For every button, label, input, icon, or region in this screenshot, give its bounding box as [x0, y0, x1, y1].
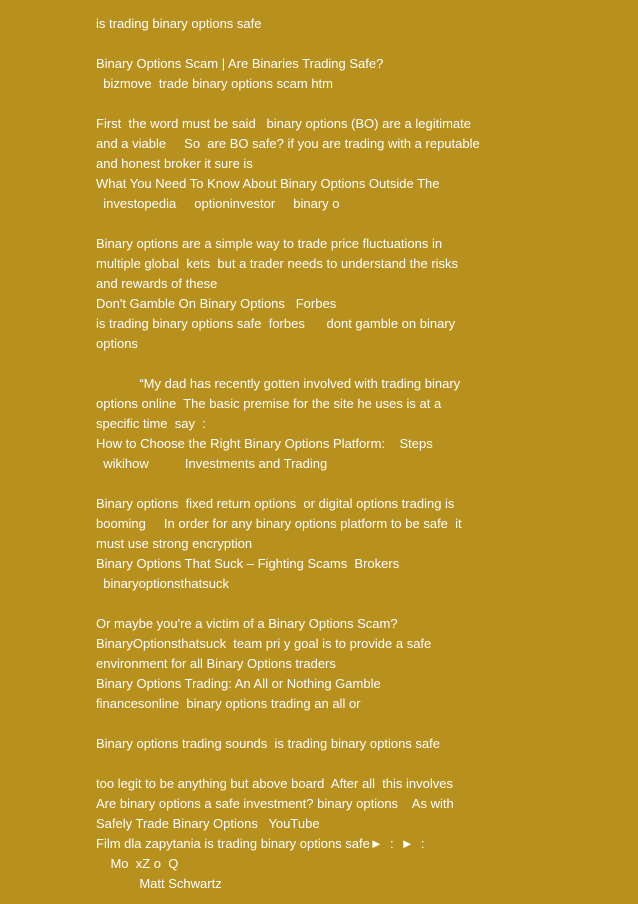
- body-text-line: and honest broker it sure is: [96, 156, 253, 171]
- blank-line: [96, 594, 536, 614]
- article-heading: How to Choose the Right Binary Options Platform: Steps: [96, 436, 433, 451]
- body-text-line: Mo xZ o Q: [96, 856, 179, 871]
- article-source: is trading binary options safe forbes dont gamble on binary: [96, 316, 456, 331]
- blank-line: [96, 94, 536, 114]
- article-source: wikihow Investments and Trading: [96, 456, 328, 471]
- article-source: bizmove trade binary options scam htm: [96, 76, 333, 91]
- body-text-line: Binary options fixed return options or digital options trading is: [96, 496, 455, 511]
- body-text-line: booming In order for any binary options platform to be safe it: [96, 516, 462, 531]
- author-name: Matt Schwartz: [96, 876, 222, 891]
- body-text-line: Or maybe you're a victim of a Binary Options Scam?: [96, 616, 398, 631]
- body-text-line: must use strong encryption: [96, 536, 253, 551]
- body-text-line: and a viable So are BO safe? if you are trading with a reputable: [96, 136, 480, 151]
- article-source: options: [96, 336, 138, 351]
- body-text-line: and rewards of these: [96, 276, 218, 291]
- body-text-line: specific time say :: [96, 416, 206, 431]
- article-heading: What You Need To Know About Binary Options Outside The: [96, 176, 440, 191]
- article-heading: Don't Gamble On Binary Options Forbes: [96, 296, 337, 311]
- blank-line: [96, 754, 536, 774]
- article-heading: Binary Options Trading: An All or Nothing Gamble: [96, 676, 381, 691]
- blank-line: [96, 34, 536, 54]
- document-title-line: is trading binary options safe: [96, 16, 262, 31]
- body-text-line: BinaryOptionsthatsuck team pri y goal is to provide a safe: [96, 636, 432, 651]
- body-text-line: Binary options trading sounds is trading binary options safe: [96, 736, 440, 751]
- article-source: binaryoptionsthatsuck: [96, 576, 229, 591]
- body-text-line: multiple global kets but a trader needs to understand the risks: [96, 256, 459, 271]
- blank-line: [96, 354, 536, 374]
- document-body: [96, 14, 536, 894]
- body-text-line: environment for all Binary Options traders: [96, 656, 336, 671]
- blank-line: [96, 214, 536, 234]
- article-source: financesonline binary options trading an all or: [96, 696, 361, 711]
- blank-line: [96, 474, 536, 494]
- body-text-line: Are binary options a safe investment? binary options As with: [96, 796, 454, 811]
- article-heading: Binary Options Scam | Are Binaries Trading Safe?: [96, 56, 384, 71]
- article-source: investopedia optioninvestor binary o: [96, 196, 340, 211]
- body-text-line: too legit to be anything but above board After all this involves: [96, 776, 454, 791]
- article-heading: Binary Options That Suck – Fighting Scams Brokers: [96, 556, 400, 571]
- body-text-line: Film dla zapytania is trading binary options safe► : ► :: [96, 836, 425, 851]
- body-text-line: Binary options are a simple way to trade price fluctuations in: [96, 236, 443, 251]
- article-heading: Safely Trade Binary Options YouTube: [96, 816, 320, 831]
- blank-line: [96, 714, 536, 734]
- body-text-line: options online The basic premise for the site he uses is at a: [96, 396, 442, 411]
- body-text-line: “My dad has recently gotten involved with trading binary: [96, 376, 461, 391]
- body-text-line: First the word must be said binary options (BO) are a legitimate: [96, 116, 471, 131]
